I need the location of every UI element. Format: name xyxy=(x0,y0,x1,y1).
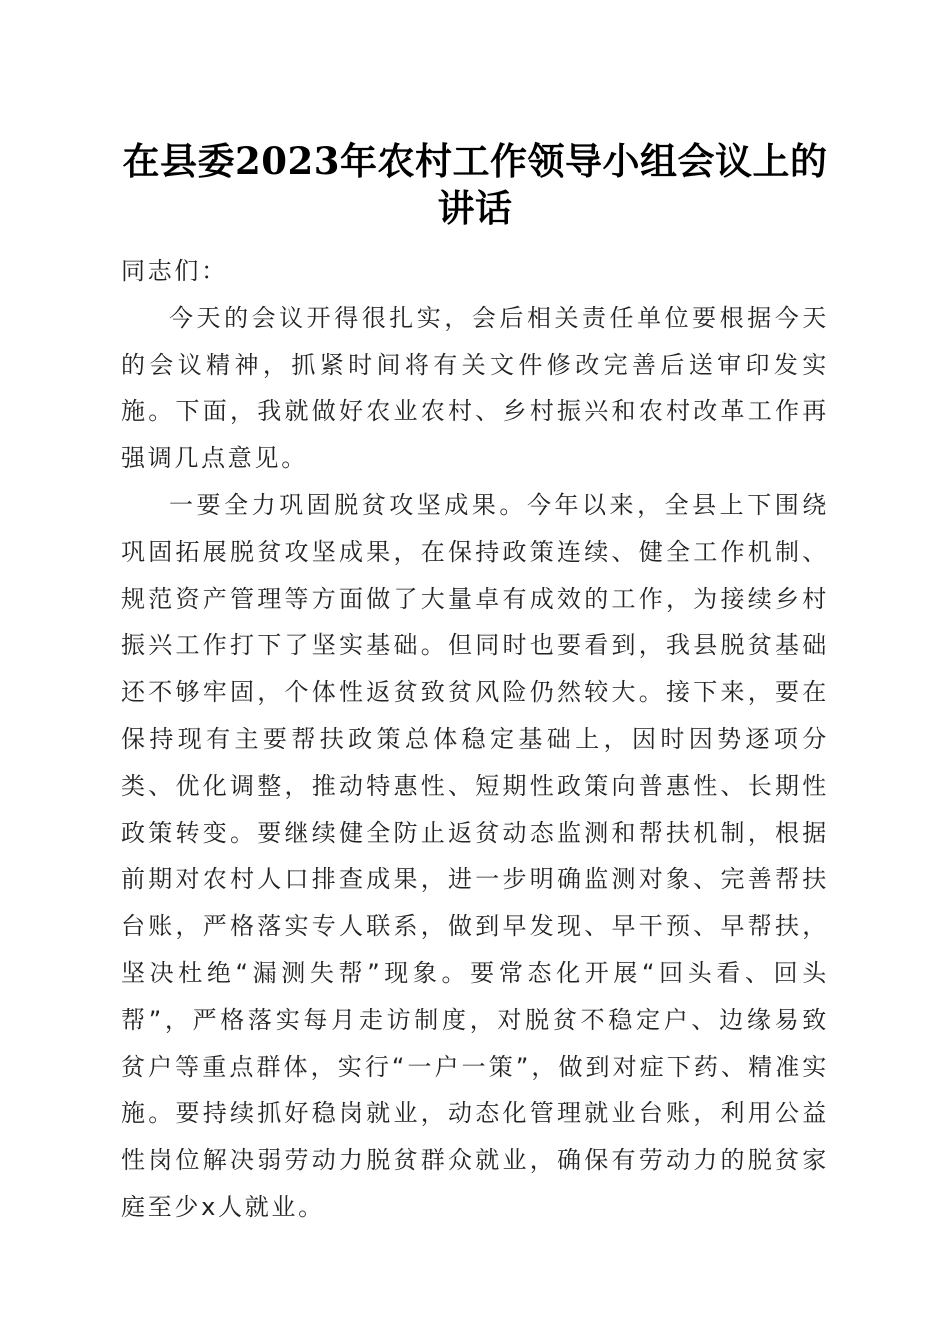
salutation: 同志们： xyxy=(121,257,228,285)
document-body xyxy=(121,248,829,1231)
paragraph-intro: 今天的会议开得很扎实，会后相关责任单位要根据今天的会议精神，抓紧时间将有关文件修改完善后送审印发实施。下面，我就做好农业农村、乡村振兴和农村改革工作再强调几点意见。 xyxy=(121,303,829,473)
document-title: 在县委2023年农村工作领导小组会议上的讲话 xyxy=(122,139,828,230)
paragraph-point-one: 一要全力巩固脱贫攻坚成果。今年以来，全县上下围绕巩固拓展脱贫攻坚成果，在保持政策连续、健全工作机制、规范资产管理等方面做了大量卓有成效的工作，为接续乡村振兴工作打下了坚实基础。但同时也要看到，我县脱贫基础还不够牢固，个体性返贫致贫风险仍然较大。接下来，要在保持现有主要帮扶政策总体稳定基础上，因时因势逐项分类、优化调整，推动特惠性、短期性政策向普惠性、长期性政策转变。要继续健全防止返贫动态监测和帮扶机制，根据前期对农村人口排查成果，进一步明确监测对象、完善帮扶台账，严格落实专人联系，做到早发现、早干预、早帮扶，坚决杜绝“漏测失帮”现象。要常态化开展“回头看、回头帮”，严格落实每月走访制度，对脱贫不稳定户、边缘易致贫户等重点群体，实行“一户一策”，做到对症下药、精准实施。要持续抓好稳岗就业，动态化管理就业台账，利用公益性岗位解决弱劳动力脱贫群众就业，确保有劳动力的脱贫家庭至少x人就业。 xyxy=(121,490,829,1221)
